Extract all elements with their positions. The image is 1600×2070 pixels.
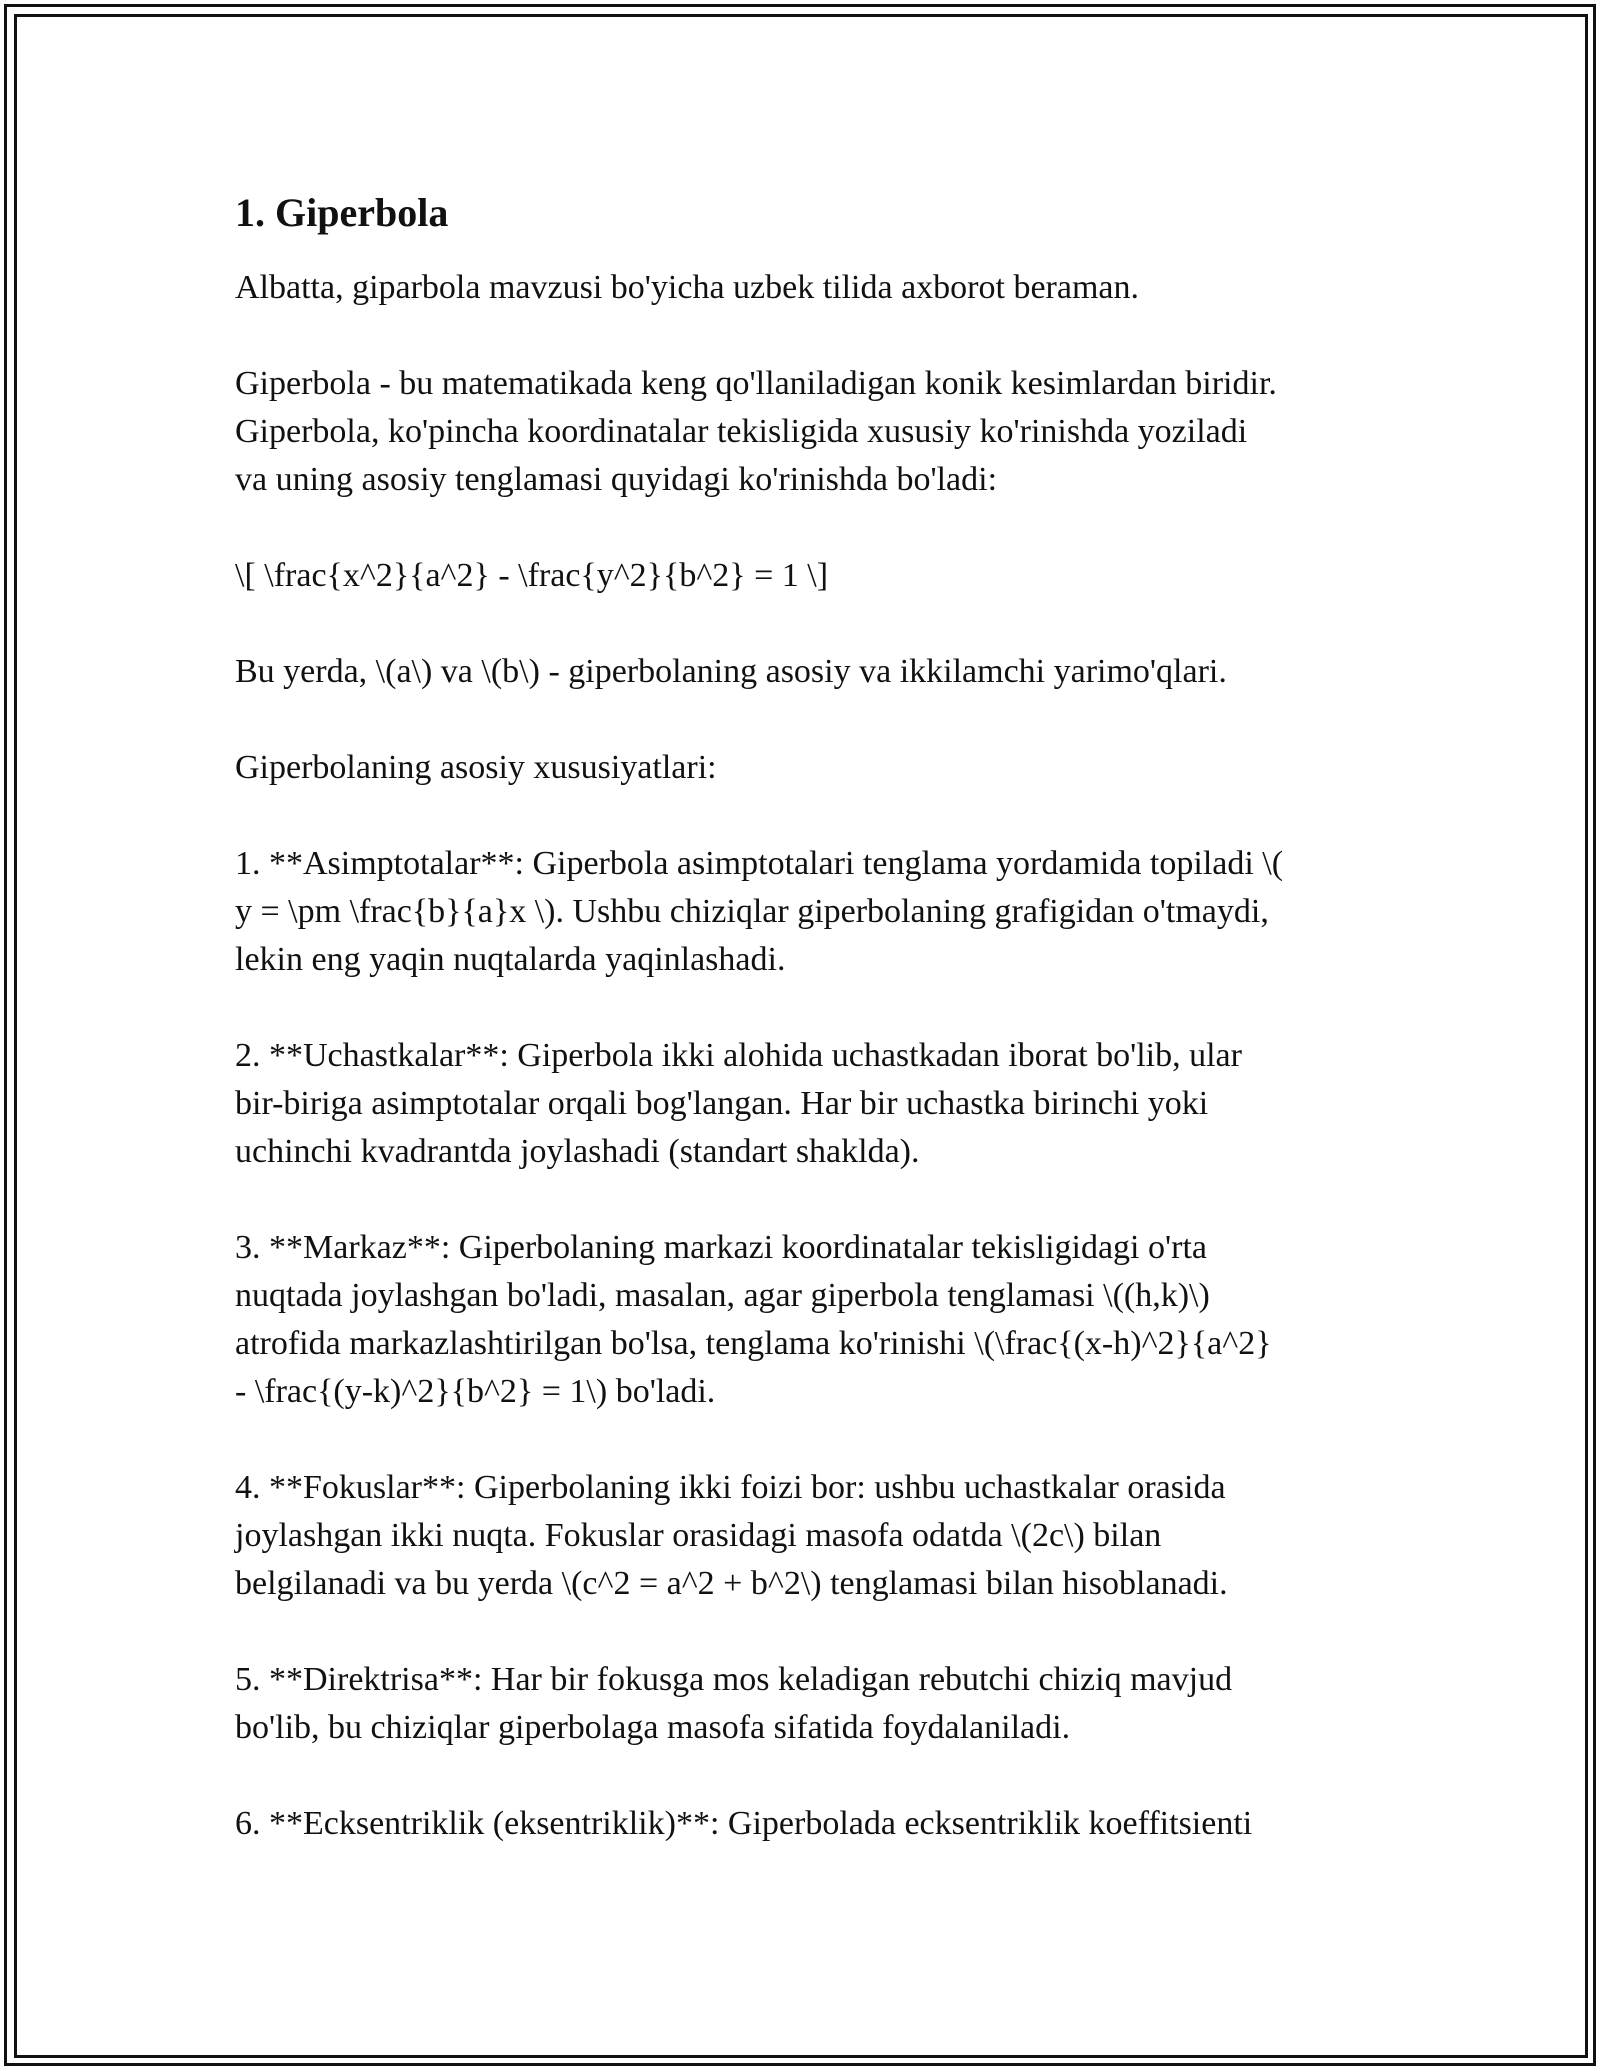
document-title: 1. Giperbola [235, 190, 449, 235]
paragraph-properties-heading: Giperbolaning asosiy xususiyatlari: [235, 749, 717, 786]
list-item-eccentricity: 6. **Ecksentriklik (eksentriklik)**: Giperbolada ecksentriklik koeffitsienti [235, 1805, 1253, 1842]
paragraph-definition: Giperbola - bu matematikada keng qo'llaniladigan konik kesimlardan biridir. Giperbola, ko'pincha koordinatalar tekisligida xususiy ko'rinishda yoziladi va uning asosiy tenglamasi quyidagi ko'rinishda bo'ladi: [235, 365, 1277, 498]
document-body [235, 186, 1375, 1896]
paragraph-intro: Albatta, giparbola mavzusi bo'yicha uzbek tilida axborot beraman. [235, 269, 1139, 306]
list-item-center: 3. **Markaz**: Giperbolaning markazi koordinatalar tekisligidagi o'rta nuqtada joylashgan bo'ladi, masalan, agar giperbola tenglamasi \((h,k)\) atrofida markazlashtirilgan bo'lsa, tenglama ko'rinishi \(\frac{(x-h)^2}{a^2} - \frac{(y-k)^2}{b^2} = 1\) bo'ladi. [235, 1229, 1272, 1410]
paragraph-semi-axes: Bu yerda, \(a\) va \(b\) - giperbolaning asosiy va ikkilamchi yarimo'qlari. [235, 653, 1227, 690]
paragraph-equation: \[ \frac{x^2}{a^2} - \frac{y^2}{b^2} = 1 \] [235, 557, 829, 594]
list-item-foci: 4. **Fokuslar**: Giperbolaning ikki foizi bor: ushbu uchastkalar orasida joylashgan ikki nuqta. Fokuslar orasidagi masofa odatda \(2c\) bilan belgilanadi va bu yerda \(c^2 = a^2 + b^2\) tenglamasi bilan hisoblanadi. [235, 1469, 1228, 1602]
list-item-branches: 2. **Uchastkalar**: Giperbola ikki alohida uchastkadan iborat bo'lib, ular bir-biriga asimptotalar orqali bog'langan. Har bir uchastka birinchi yoki uchinchi kvadrantda joylashadi (standart shaklda). [235, 1037, 1242, 1170]
list-item-asymptotes: 1. **Asimptotalar**: Giperbola asimptotalari tenglama yordamida topiladi \( y = \pm \frac{b}{a}x \). Ushbu chiziqlar giperbolaning grafigidan o'tmaydi, lekin eng yaqin nuqtalarda yaqinlashadi. [235, 845, 1284, 978]
list-item-directrix: 5. **Direktrisa**: Har bir fokusga mos keladigan rebutchi chiziq mavjud bo'lib, bu chiziqlar giperbolaga masofa sifatida foydalaniladi. [235, 1661, 1233, 1746]
